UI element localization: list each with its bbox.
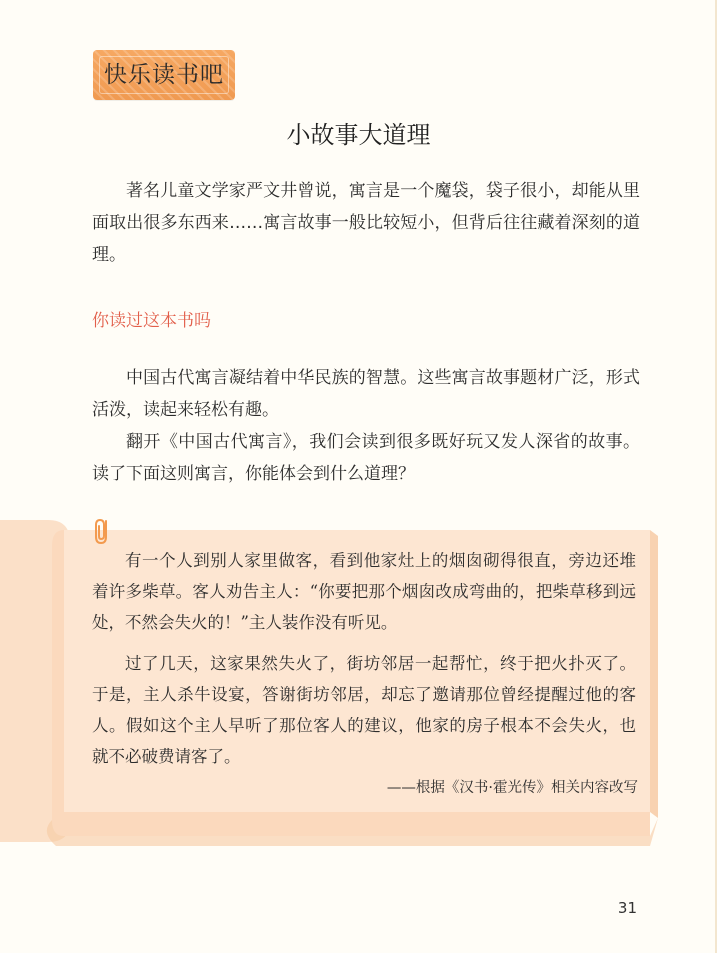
story-paragraph: 过了几天，这家果然失火了，街坊邻居一起帮忙，终于把火扑灭了。于是，主人杀牛设宴，答谢街坊邻居，却忘了邀请那位曾经提醒过他的客人。假如这个主人早听了那位客人的建议，他家的房子根本不会失火，也就不必破费请客了。: [92, 654, 636, 766]
page-title: 小故事大道理: [286, 121, 431, 149]
body-paragraph: 中国古代寓言凝结着中华民族的智慧。这些寓言故事题材广泛，形式活泼，读起来轻松有趣。: [92, 368, 640, 420]
column-tab: [93, 50, 235, 100]
paperclip-icon: [92, 517, 114, 547]
column-tab-label: 快乐读书吧: [104, 62, 224, 88]
body-paragraph: 翻开《中国古代寓言》，我们会读到很多既好玩又发人深省的故事。读了下面这则寓言，你能体会到什么道理？: [92, 432, 640, 484]
story-source: ——根据《汉书·霍光传》相关内容改写: [386, 780, 638, 796]
intro-paragraph: 著名儿童文学家严文井曾说，寓言是一个魔袋，袋子很小，却能从里面取出很多东西来……寓言故事一般比较短小，但背后往往藏着深刻的道理。: [92, 181, 640, 265]
page-number: 31: [617, 899, 637, 917]
story-paragraph: 有一个人到别人家里做客，看到他家灶上的烟囱砌得很直，旁边还堆着许多柴草。客人劝告主人：“你要把那个烟囱改成弯曲的，把柴草移到远处，不然会失火的！”主人装作没有听见。: [92, 551, 636, 632]
section-subtitle: 你读过这本书吗: [92, 311, 211, 331]
